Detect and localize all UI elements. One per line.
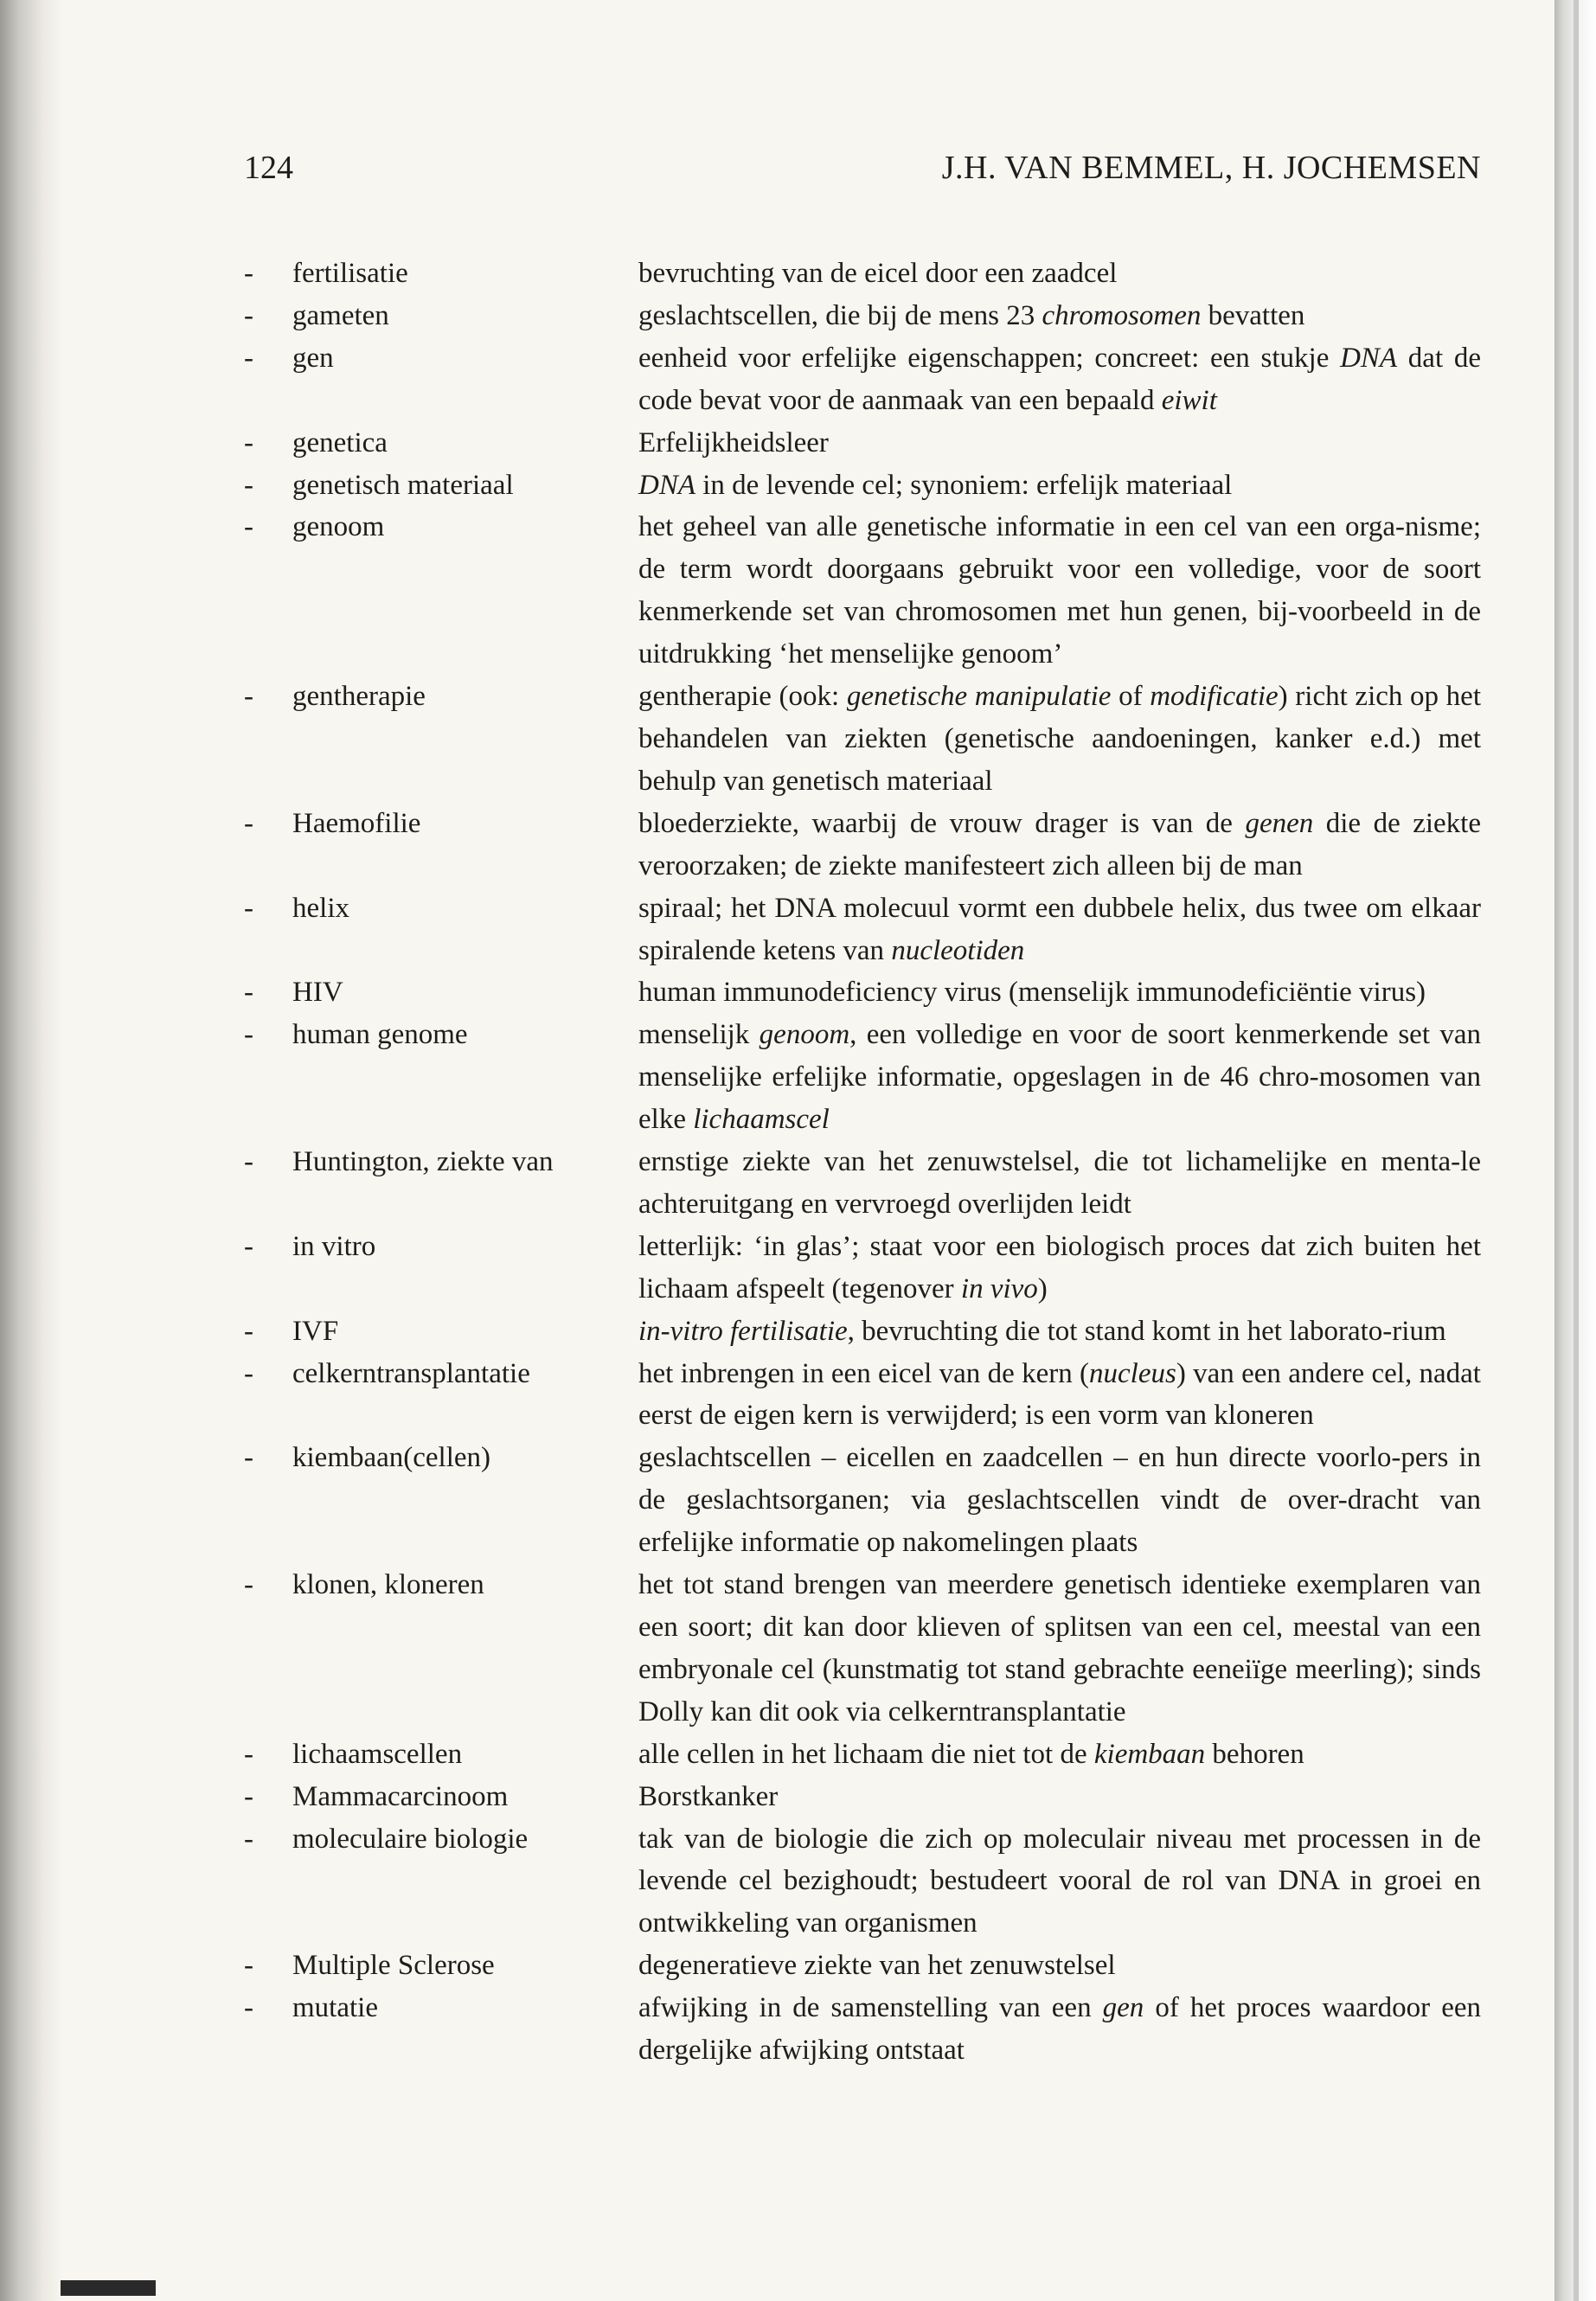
entry-dash: -	[244, 258, 253, 289]
glossary-entry	[244, 676, 1481, 803]
entry-term: genetica	[292, 426, 388, 458]
entry-term: moleculaire biologie	[292, 1823, 529, 1855]
running-head: J.H. VAN BEMMEL, H. JOCHEMSEN	[941, 150, 1481, 186]
entry-dash: -	[244, 1357, 253, 1389]
entry-definition: letterlijk: ‘in glas’; staat voor een biologisch proces dat zich buiten het lichaam afspeelt (tegenover in vivo)	[638, 1230, 1481, 1304]
entry-definition: human immunodeficiency virus (menselijk immunodeficiëntie virus)	[638, 977, 1426, 1009]
entry-dash: -	[244, 1315, 253, 1347]
entry-dash: -	[244, 681, 253, 713]
entry-term: mutatie	[292, 1992, 378, 2024]
page-edge	[1554, 0, 1596, 2301]
entry-term: gentherapie	[292, 681, 426, 713]
entry-term: Multiple Sclerose	[292, 1950, 495, 1982]
entry-dash: -	[244, 342, 253, 374]
entry-term: HIV	[292, 977, 343, 1009]
entry-dash: -	[244, 1442, 253, 1474]
entry-dash: -	[244, 1823, 253, 1855]
entry-definition: menselijk genoom, een volledige en voor de soort kenmerkende set van menselijke erfelijke informatie, opgeslagen in de 46 chro-mosomen van elke lichaamscel	[638, 1019, 1481, 1136]
glossary-entry	[244, 253, 1481, 295]
entry-dash: -	[244, 469, 253, 501]
entry-definition: bevruchting van de eicel door een zaadcel	[638, 258, 1118, 289]
glossary-entry	[244, 1437, 1481, 1564]
entry-term: fertilisatie	[292, 258, 408, 289]
glossary-entry	[244, 803, 1481, 888]
glossary-entry	[244, 888, 1481, 972]
entry-term: gen	[292, 342, 334, 374]
page-header	[244, 149, 1481, 201]
entry-dash: -	[244, 1146, 253, 1178]
glossary-entry	[244, 465, 1481, 507]
page-gutter-shadow	[0, 0, 62, 2301]
entry-term: celkerntransplantatie	[292, 1357, 530, 1389]
entry-definition: bloederziekte, waarbij de vrouw drager is van de genen die de ziekte veroorzaken; de ziekte manifesteert zich alleen bij de man	[638, 807, 1481, 881]
entry-dash: -	[244, 426, 253, 458]
glossary-entry	[244, 506, 1481, 676]
glossary-entry	[244, 1353, 1481, 1438]
entry-definition: geslachtscellen – eicellen en zaadcellen – en hun directe voorlo-pers in de geslachtsorganen; via geslachtscellen vindt de over-dracht van erfelijke informatie op nakomelingen plaats	[638, 1442, 1481, 1559]
entry-dash: -	[244, 807, 253, 839]
entry-definition: afwijking in de samenstelling van een gen of het proces waardoor een dergelijke afwijking ontstaat	[638, 1992, 1481, 2067]
glossary-entry	[244, 295, 1481, 337]
entry-dash: -	[244, 892, 253, 924]
page-number: 124	[244, 150, 293, 186]
entry-term: Huntington, ziekte van	[292, 1146, 554, 1178]
entry-term: Haemofilie	[292, 807, 421, 839]
entry-dash: -	[244, 511, 253, 543]
entry-dash: -	[244, 1019, 253, 1051]
entry-definition: Borstkanker	[638, 1780, 779, 1812]
glossary-entry	[244, 1014, 1481, 1141]
entry-term: in vitro	[292, 1230, 376, 1262]
entry-term: genetisch materiaal	[292, 469, 514, 501]
entry-dash: -	[244, 1230, 253, 1262]
glossary-entry	[244, 1141, 1481, 1226]
entry-definition: degeneratieve ziekte van het zenuwstelsel	[638, 1950, 1116, 1982]
entry-definition: in-vitro fertilisatie, bevruchting die tot stand komt in het laborato-rium	[638, 1315, 1446, 1347]
entry-dash: -	[244, 1992, 253, 2024]
entry-definition: DNA in de levende cel; synoniem: erfelijk materiaal	[638, 469, 1233, 501]
entry-dash: -	[244, 977, 253, 1009]
entry-definition: het inbrengen in een eicel van de kern (nucleus) van een andere cel, nadat eerst de eigen kern is verwijderd; is een vorm van kloneren	[638, 1357, 1481, 1432]
entry-term: human genome	[292, 1019, 468, 1051]
entry-term: IVF	[292, 1315, 339, 1347]
entry-dash: -	[244, 1950, 253, 1982]
glossary-entry	[244, 422, 1481, 465]
entry-term: kiembaan(cellen)	[292, 1442, 491, 1474]
entry-dash: -	[244, 299, 253, 331]
glossary-entry	[244, 1734, 1481, 1776]
entry-definition: geslachtscellen, die bij de mens 23 chromosomen bevatten	[638, 299, 1305, 331]
glossary-entry	[244, 1564, 1481, 1734]
entry-definition: het tot stand brengen van meerdere genetisch identieke exemplaren van een soort; dit kan door klieven of splitsen van een cel, meestal van een embryonale cel (kunstmatig tot stand gebrachte eeneiïge meerling); sinds Dolly kan dit ook via celkerntransplantatie	[638, 1569, 1481, 1727]
entry-dash: -	[244, 1569, 253, 1601]
glossary-entry	[244, 1776, 1481, 1818]
entry-dash: -	[244, 1738, 253, 1770]
entry-definition: het geheel van alle genetische informatie in een cel van een orga-nisme; de term wordt doorgaans gebruikt voor een volledige, voor de soort kenmerkende set van chromosomen met hun genen, bij-voorbeeld in de uitdrukking ‘het menselijke genoom’	[638, 511, 1481, 670]
entry-definition: alle cellen in het lichaam die niet tot de kiembaan behoren	[638, 1738, 1304, 1770]
entry-definition: Erfelijkheidsleer	[638, 426, 829, 458]
glossary-entry	[244, 1818, 1481, 1945]
glossary-entry	[244, 1311, 1481, 1353]
entry-definition: tak van de biologie die zich op moleculair niveau met processen in de levende cel bezighoudt; bestudeert vooral de rol van DNA in groei en ontwikkeling van organismen	[638, 1823, 1481, 1939]
entry-definition: ernstige ziekte van het zenuwstelsel, die tot lichamelijke en menta-le achteruitgang en vervroegd overlijden leidt	[638, 1146, 1481, 1220]
entry-definition: gentherapie (ook: genetische manipulatie of modificatie) richt zich op het behandelen van ziekten (genetische aandoeningen, kanker e.d.) met behulp van genetisch materiaal	[638, 681, 1481, 797]
glossary-entry	[244, 1945, 1481, 1987]
entry-definition: spiraal; het DNA molecuul vormt een dubbele helix, dus twee om elkaar spiralende ketens van nucleotiden	[638, 892, 1481, 966]
glossary-entry	[244, 1226, 1481, 1311]
glossary-entry	[244, 971, 1481, 1014]
glossary-entry	[244, 1987, 1481, 2072]
entry-dash: -	[244, 1780, 253, 1812]
scan-mark	[61, 2280, 156, 2296]
glossary-list	[244, 253, 1481, 2072]
entry-term: Mammacarcinoom	[292, 1780, 509, 1812]
entry-term: gameten	[292, 299, 389, 331]
entry-term: helix	[292, 892, 349, 924]
glossary-entry	[244, 337, 1481, 422]
entry-term: lichaamscellen	[292, 1738, 463, 1770]
entry-definition: eenheid voor erfelijke eigenschappen; concreet: een stukje DNA dat de code bevat voor de aanmaak van een bepaald eiwit	[638, 342, 1481, 416]
entry-term: klonen, kloneren	[292, 1569, 484, 1601]
entry-term: genoom	[292, 511, 385, 543]
